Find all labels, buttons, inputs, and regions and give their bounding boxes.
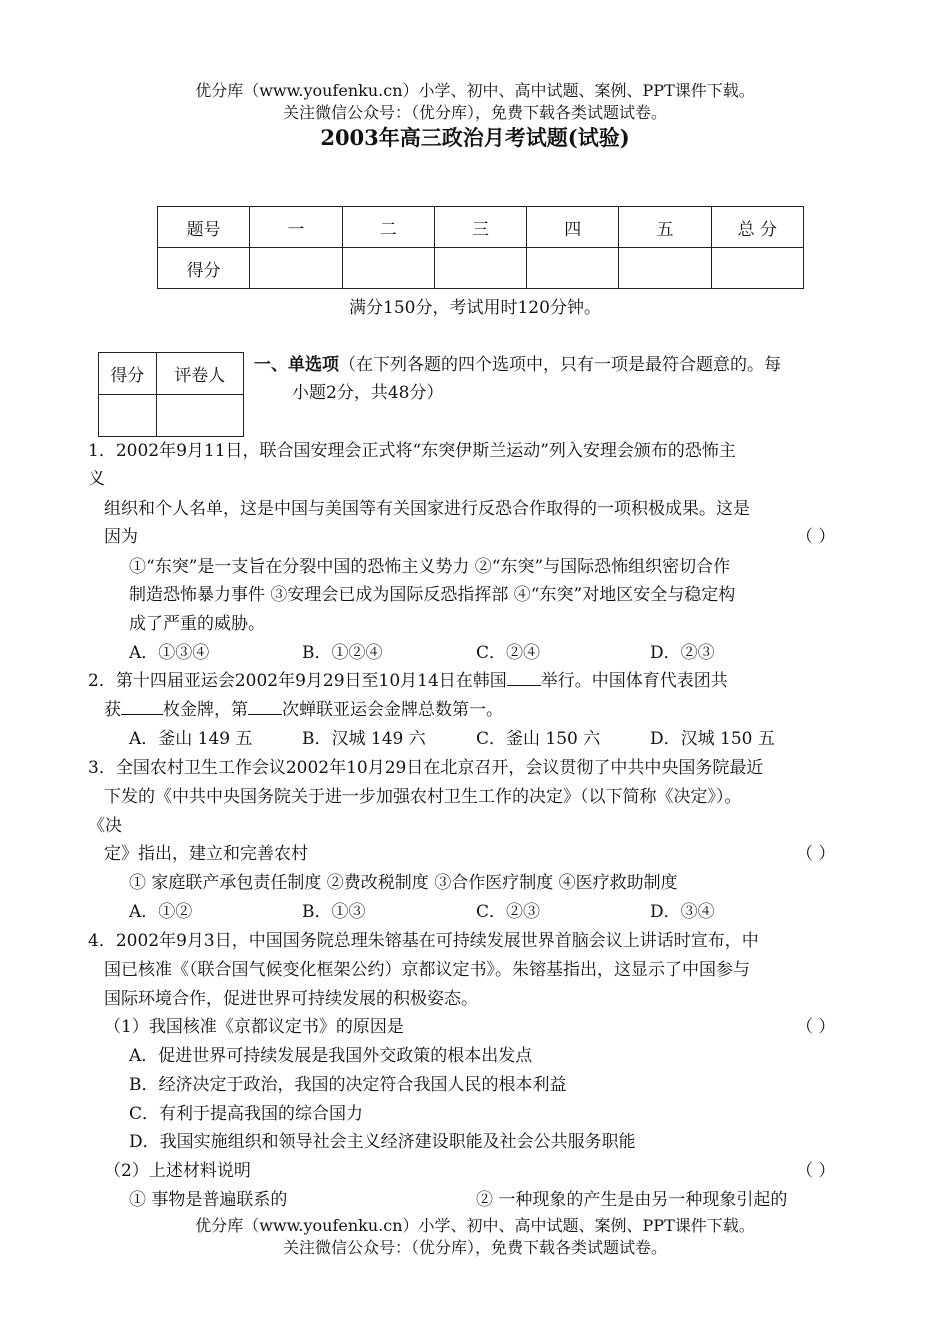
section-heading-line-2: 小题2分，共48分） (292, 383, 444, 403)
q3-line: 定》指出，建立和完善农村 (104, 844, 308, 864)
score-table-row-label: 得分 (158, 248, 250, 289)
q1-statement: 制造恐怖暴力事件 ③安理会已成为国际反恐指挥部 ④“东突”对地区安全与稳定构 (129, 585, 736, 605)
section-heading-prefix: 一、单选项 (254, 355, 339, 375)
q3-option-c[interactable]: C．②③ (476, 902, 541, 922)
score-input-cell[interactable] (434, 248, 526, 289)
q1-answer-blank[interactable]: （ ） (796, 527, 836, 547)
section-heading (254, 350, 781, 375)
q2-line-2 (104, 695, 503, 720)
q2-option-b[interactable]: B．汉城 149 六 (302, 729, 426, 749)
q2-fill-blank[interactable] (507, 669, 541, 686)
header-line-1: 优分库（www.youfenku.cn）小学、初中、高中试题、案例、PPT课件下载。 (195, 81, 755, 100)
q2-text: 举行。中国体育代表团共 (540, 671, 728, 691)
q4-sub2-statement: ① 事物是普遍联系的 (129, 1190, 288, 1210)
score-input-cell[interactable] (619, 248, 711, 289)
grader-box (98, 352, 244, 437)
q4-sub1-option-c[interactable]: C．有利于提高我国的综合国力 (129, 1104, 364, 1124)
q1-statement: 成了严重的威胁。 (129, 614, 265, 634)
score-input-cell[interactable] (250, 248, 342, 289)
footer-line-1: 优分库（www.youfenku.cn）小学、初中、高中试题、案例、PPT课件下载。 (195, 1216, 755, 1235)
score-table-header-cell: 五 (619, 207, 711, 248)
score-input-cell[interactable] (711, 248, 803, 289)
q1-line: 组织和个人名单，这是中国与美国等有关国家进行反恐合作取得的一项积极成果。这是 (104, 499, 750, 519)
q1-option-a[interactable]: A．①③④ (129, 643, 210, 663)
q1-line: 1．2002年9月11日，联合国安理会正式将“东突伊斯兰运动”列入安理会颁布的恐怖主 (88, 441, 736, 461)
score-table-header-cell: 四 (527, 207, 619, 248)
q4-sub2-answer-blank[interactable]: （ ） (796, 1161, 836, 1181)
q4-sub1-option-a[interactable]: A．促进世界可持续发展是我国外交政策的根本出发点 (129, 1046, 533, 1066)
footer-line-2: 关注微信公众号：（优分库），免费下载各类试题试卷。 (282, 1238, 667, 1257)
q4-sub1-answer-blank[interactable]: （ ） (796, 1017, 836, 1037)
q1-option-b[interactable]: B．①②④ (302, 643, 383, 663)
q3-option-d[interactable]: D．③④ (650, 902, 715, 922)
grader-box-grader-cell[interactable] (156, 395, 243, 437)
grader-box-grader-label: 评卷人 (156, 353, 243, 395)
score-table (157, 206, 804, 289)
q1-line: 义 (88, 469, 105, 489)
score-table-header-cell: 一 (250, 207, 342, 248)
q3-line: 3．全国农村卫生工作会议2002年10月29日在北京召开，会议贯彻了中共中央国务院最近 (88, 758, 764, 778)
section-heading-text: （在下列各题的四个选项中，只有一项是最符合题意的。每 (339, 355, 781, 375)
score-table-header-cell: 总 分 (711, 207, 803, 248)
q2-fill-blank[interactable] (121, 698, 163, 715)
score-input-cell[interactable] (527, 248, 619, 289)
q4-line: 国已核准《（联合国气候变化框架公约）京都议定书》。朱镕基指出，这显示了中国参与 (104, 960, 750, 980)
q3-line: 《决 (88, 816, 122, 836)
q4-subquestion-1: （1）我国核准《京都议定书》的原因是 (104, 1017, 404, 1037)
q4-sub1-option-b[interactable]: B．经济决定于政治，我国的决定符合我国人民的根本利益 (129, 1075, 567, 1095)
q2-text: 次蝉联亚运会金牌总数第一。 (282, 700, 503, 720)
q4-line: 4．2002年9月3日，中国国务院总理朱镕基在可持续发展世界首脑会议上讲话时宣布，中 (88, 931, 759, 951)
grader-box-score-cell[interactable] (99, 395, 157, 437)
q2-line-1 (88, 666, 728, 691)
q2-fill-blank[interactable] (248, 698, 282, 715)
q1-option-d[interactable]: D．②③ (650, 643, 715, 663)
page-title: 2003年高三政治月考试题(试验) (320, 125, 630, 150)
q2-option-c[interactable]: C．釜山 150 六 (476, 729, 601, 749)
q2-text: 枚金牌，第 (163, 700, 248, 720)
score-table-header-cell: 二 (342, 207, 434, 248)
q3-option-a[interactable]: A．①② (129, 902, 193, 922)
q4-sub2-statement: ② 一种现象的产生是由另一种现象引起的 (476, 1190, 788, 1210)
q3-statement: ① 家庭联产承包责任制度 ②费改税制度 ③合作医疗制度 ④医疗救助制度 (129, 873, 678, 893)
q2-option-d[interactable]: D．汉城 150 五 (650, 729, 775, 749)
q2-text: 获 (104, 700, 121, 720)
q1-statement: ①“东突”是一支旨在分裂中国的恐怖主义势力 ②“东突”与国际恐怖组织密切合作 (129, 557, 731, 577)
exam-info: 满分150分，考试用时120分钟。 (349, 298, 601, 318)
q4-line: 国际环境合作，促进世界可持续发展的积极姿态。 (104, 989, 478, 1009)
q1-line: 因为 (104, 527, 138, 547)
score-table-header-cell: 三 (434, 207, 526, 248)
q4-subquestion-2: （2）上述材料说明 (104, 1161, 251, 1181)
q4-sub1-option-d[interactable]: D．我国实施组织和领导社会主义经济建设职能及社会公共服务职能 (129, 1132, 636, 1152)
grader-box-score-label: 得分 (99, 353, 157, 395)
score-input-cell[interactable] (342, 248, 434, 289)
q3-answer-blank[interactable]: （ ） (796, 844, 836, 864)
q2-text: 2．第十四届亚运会2002年9月29日至10月14日在韩国 (88, 671, 507, 691)
q2-option-a[interactable]: A．釜山 149 五 (129, 729, 253, 749)
score-table-header-cell: 题号 (158, 207, 250, 248)
q3-line: 下发的《中共中央国务院关于进一步加强农村卫生工作的决定》（以下简称《决定》）。 (104, 787, 742, 807)
q3-option-b[interactable]: B．①③ (302, 902, 366, 922)
header-line-2: 关注微信公众号：（优分库），免费下载各类试题试卷。 (282, 103, 667, 122)
q1-option-c[interactable]: C．②④ (476, 643, 541, 663)
